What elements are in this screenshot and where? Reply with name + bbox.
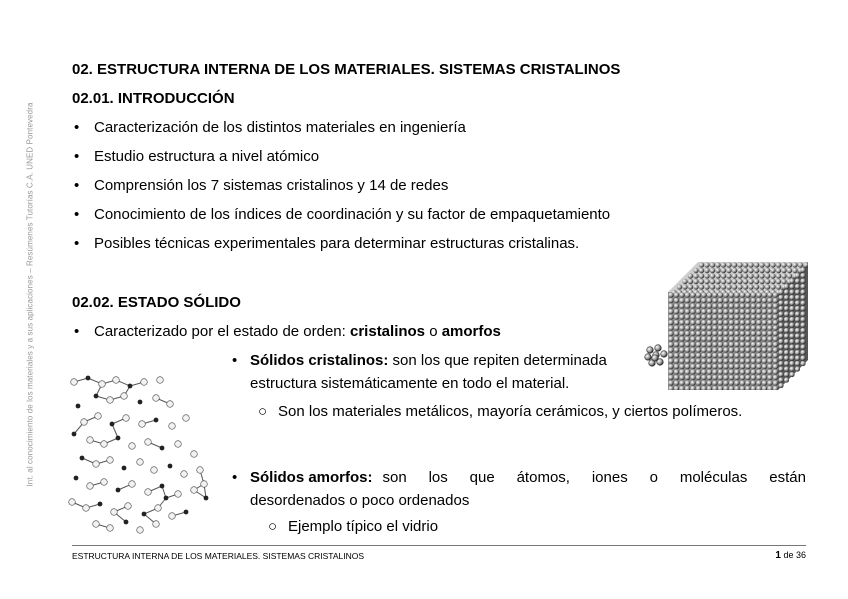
heading-estado-solido: 02.02. ESTADO SÓLIDO	[72, 294, 241, 311]
unit-cell-image	[644, 344, 668, 368]
amorfos-line2: desordenados o poco ordenados	[250, 492, 470, 509]
footer-divider	[72, 545, 806, 546]
heading-main: 02. ESTRUCTURA INTERNA DE LOS MATERIALES. SISTEMAS CRISTALINOS	[72, 61, 621, 78]
solid-bullet: • Caracterizado por el estado de orden: cristalinos o amorfos	[74, 323, 501, 340]
crystal-lattice-cube-image	[668, 262, 808, 390]
intro-bullet: • Estudio estructura a nivel atómico	[74, 148, 320, 165]
sidebar-text: Int. al conocimiento de los materiales y a sus aplicaciones – Resúmenes Tutorías C.A. UNED Pontevedra	[25, 102, 35, 487]
amorphous-network-image	[66, 374, 216, 534]
intro-bullet: • Conocimiento de los índices de coordinación y su factor de empaquetamiento	[74, 206, 611, 223]
cristalinos-sub: ○ Son los materiales metálicos, mayoría cerámicos, y ciertos polímeros.	[258, 403, 743, 420]
intro-bullet: • Comprensión los 7 sistemas cristalinos y 14 de redes	[74, 177, 449, 194]
intro-bullet: • Caracterización de los distintos materiales en ingeniería	[74, 119, 466, 136]
footer-title: ESTRUCTURA INTERNA DE LOS MATERIALES. SISTEMAS CRISTALINOS	[72, 551, 365, 561]
cristalinos-line2: estructura sistemáticamente en todo el material.	[250, 375, 570, 392]
heading-introduccion: 02.01. INTRODUCCIÓN	[72, 90, 235, 107]
cristalinos-bullet: • Sólidos cristalinos: son los que repiten determinada	[232, 352, 607, 369]
amorfos-sub: ○ Ejemplo típico el vidrio	[268, 518, 439, 535]
amorfos-bullet: • Sólidos amorfos: son los que átomos, iones o moléculas están	[232, 469, 806, 486]
page-number: 1 de 36	[775, 550, 806, 561]
intro-bullet: • Posibles técnicas experimentales para determinar estructuras cristalinas.	[74, 235, 580, 252]
sidebar-watermark	[0, 0, 40, 599]
